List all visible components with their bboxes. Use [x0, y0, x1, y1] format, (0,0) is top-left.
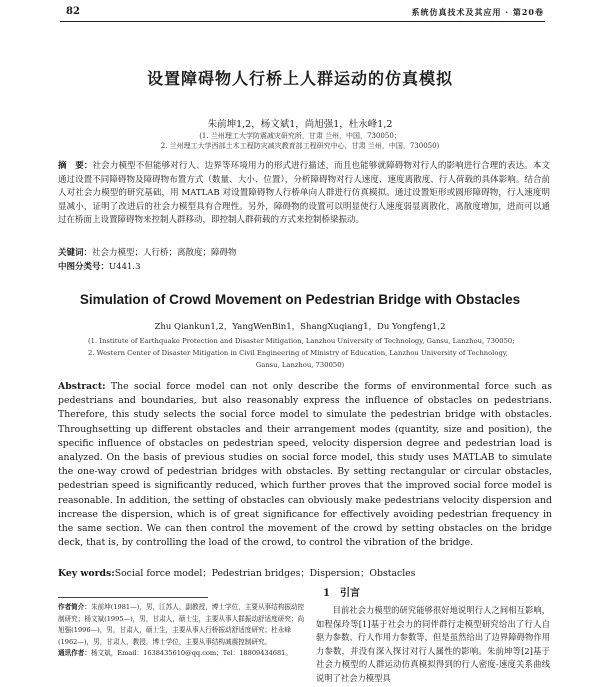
abstract-english-text: The social force model can not only describe the forms of environmental force such as pedestrians and boundaries, but also reasonably express the influence of obstacles on pedestrians. Therefore, this study selects the social force model to simulate the pedestrian bridge with obstacles. Throughsetting up different obstacles and their arrangement modes (quantity, size and position), the specific influence of obstacles on pedestrian speed, velocity dispersion degree and pedestrian load is analyzed. On the basis of previous studies on social force model, this study uses MATLAB to simulate the one-way crowd of pedestrian bridges with obstacles. By setting rectangular or circular obstacles, pedestrian speed is significantly reduced, which further proves that the improved social force model is reasonable. In addition, the setting of obstacles can obviously make pedestrians velocity dispersion and increase the dispersion, which is of great significance for effectively avoiding pedestrian frequency in the same section. We can then control the movement of the crowd by setting obstacles on the bridge deck, that is, by controlling the load of the crowd, to control the vibration of the bridge.	[58, 381, 552, 549]
abstract-chinese	[58, 160, 550, 228]
affiliation-english-1: (1. Institute of Earthquake Protection and Disaster Mitigation, Lanzhou University of Technology, Gansu, Lanzhou, 730050;	[88, 337, 515, 345]
keywords-chinese	[58, 246, 550, 258]
abstract-english	[58, 380, 552, 550]
authors-chinese: 朱前坤1,2，杨文斌1，尚旭强1，杜永峰1,2	[207, 119, 393, 130]
section-number: 1	[323, 588, 330, 599]
keywords-english-label: Key words:	[58, 568, 115, 579]
journal-name: 系统仿真技术及其应用 · 第20卷	[411, 7, 544, 17]
affiliation-chinese-2: 2. 兰州理工大学西部土木工程防灾减灾教育部工程研究中心，甘肃 兰州，中国，730050)	[160, 142, 440, 150]
authors-english: Zhu Qiankun1,2，YangWenBin1，ShangXuqiang1，Du Yongfeng1,2	[154, 322, 446, 332]
affiliation-english-3: Gansu, Lanzhou, 730050)	[255, 361, 345, 369]
abstract-chinese-label: 摘 要：	[58, 161, 93, 171]
section-title: 引言	[339, 588, 360, 599]
keywords-english-text: Social force model；Pedestrian bridges；Dispersion；Obstacles	[114, 568, 416, 579]
keywords-chinese-text: 社会力模型；人行桥；离散度；障碍物	[92, 248, 237, 258]
page-number: 82	[66, 6, 80, 17]
abstract-english-label: Abstract:	[58, 381, 106, 392]
author-footnote	[58, 602, 308, 660]
header-rule	[60, 21, 545, 22]
title-english: Simulation of Crowd Movement on Pedestrian Bridge with Obstacles	[79, 292, 521, 307]
title-chinese: 设置障碍物人行桥上人群运动的仿真模拟	[146, 69, 453, 88]
classification-value: U441.3	[109, 262, 141, 272]
keywords-chinese-label: 关键词：	[58, 248, 93, 258]
affiliation-chinese-1: (1. 兰州理工大学防震减灾研究所，甘肃 兰州，中国，730050；	[199, 132, 401, 140]
running-header	[0, 0, 600, 24]
classification-label: 中图分类号：	[58, 262, 110, 272]
section-heading	[323, 584, 360, 599]
section-body-text: 目前社会力模型的研究能够很好地说明行人之间相互影响，如程保玲等[1]基于社会力的同伴群行走模型研究给出了行人自驱力参数、行人作用力参数等，但是虽然给出了边界障碍物作用力参数，并没有深入探讨对行人属性的影响。朱前坤等[2]基于社会力模型的人群运动仿真模拟得到的行人密度-速度关系曲线说明了社会力模型具	[316, 605, 550, 683]
contact-text: 杨文斌，Email：1638435610@qq.com；Tel：18809434681。	[90, 649, 292, 657]
footnote-label: 作者简介：	[58, 603, 91, 611]
contact-label: 通讯作者：	[58, 649, 91, 657]
footnote-rule	[58, 597, 208, 598]
keywords-english	[58, 565, 552, 579]
footnote-text: 朱前坤(1981—)，男，江苏人，副教授，博士学位，主要从事结构振动控制研究；杨文斌(1995—)，男，甘肃人，硕士生，主要从事人群振动舒适度研究；尚旭强(1996—)，男，甘肃人，硕士生，主要从事人行桥振动舒适度研究；杜永峰(1962—)，男，甘肃人，教授，博士学位，主要从事结构减震控制研究。	[58, 603, 305, 646]
classification-number	[58, 260, 141, 272]
affiliation-english-2: 2. Western Center of Disaster Mitigation in Civil Engineering of Ministry of Education, Lanzhou University of Technology,	[88, 349, 508, 357]
abstract-chinese-text: 社会力模型不但能够对行人、边界等环境用力的形式进行描述，而且也能够就障碍物对行人的影响进行合理的表达。本文通过设置不同障碍物及障碍物布置方式（数量、大小、位置），分析障碍物对行人速度、速度离散度、行人荷载的具体影响。结合前人对社会力模型的研究基础，用 MATLAB 对设置障碍物人行桥单向人群进行仿真模拟。通过设置矩形或圆形障碍物，行人速度明显减小，证明了改进后的社会力模型具有合理性。另外，障碍物的设置可以明显使行人速度弱显离散化，离散度增加，进而可以通过在桥面上设置障碍物来控制人群移动，即控制人群荷载的方式来控制桥梁振动。	[58, 161, 550, 225]
